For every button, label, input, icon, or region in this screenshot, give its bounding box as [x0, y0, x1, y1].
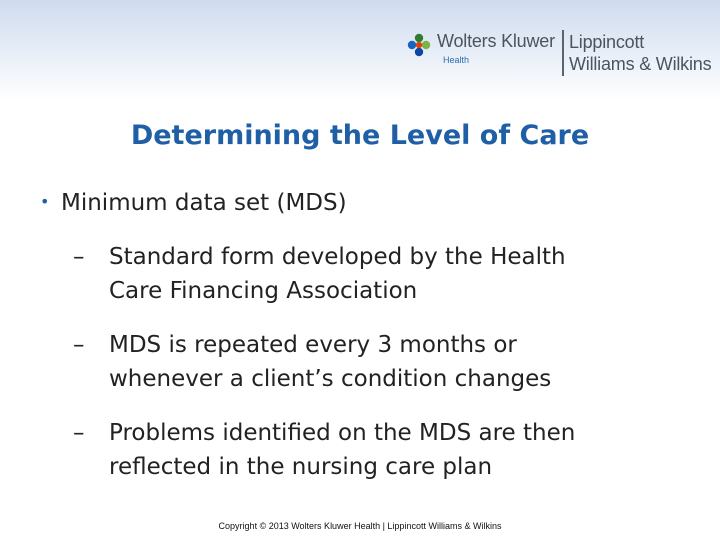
sub-bullet-line: reflected in the nursing care plan — [109, 454, 493, 480]
sub-bullet-text — [109, 416, 575, 484]
sub-bullet-line: Problems identified on the MDS are then — [109, 420, 576, 446]
logo-imprint-line1: Lippincott — [569, 32, 645, 52]
slide-title: Determining the Level of Care — [130, 120, 590, 151]
sub-bullet-text — [109, 328, 551, 396]
logo-divider — [562, 30, 564, 76]
dash-icon: – — [73, 332, 85, 358]
sub-bullet-line: Care Financing Association — [109, 278, 418, 304]
dash-icon: – — [73, 420, 85, 446]
publisher-logo — [406, 28, 714, 78]
bullet-text: Minimum data set (MDS) — [61, 190, 347, 216]
sub-bullet-line: whenever a client’s condition changes — [109, 366, 552, 392]
logo-division-name: Health — [443, 55, 470, 65]
bullet-icon: • — [40, 192, 50, 211]
copyright-footer: Copyright © 2013 Wolters Kluwer Health | Lippincott Williams & Wilkins — [218, 521, 502, 531]
logo-imprint-line2: Williams & Wilkins — [569, 54, 712, 74]
sub-bullet-text — [109, 240, 566, 308]
sub-bullet-line: Standard form developed by the Health — [109, 244, 566, 270]
dash-icon: – — [73, 244, 85, 270]
wolters-kluwer-logo-icon — [406, 32, 432, 58]
logo-company-name: Wolters Kluwer — [437, 31, 555, 51]
logo-imprint — [569, 31, 711, 75]
sub-bullet-line: MDS is repeated every 3 months or — [109, 332, 517, 358]
